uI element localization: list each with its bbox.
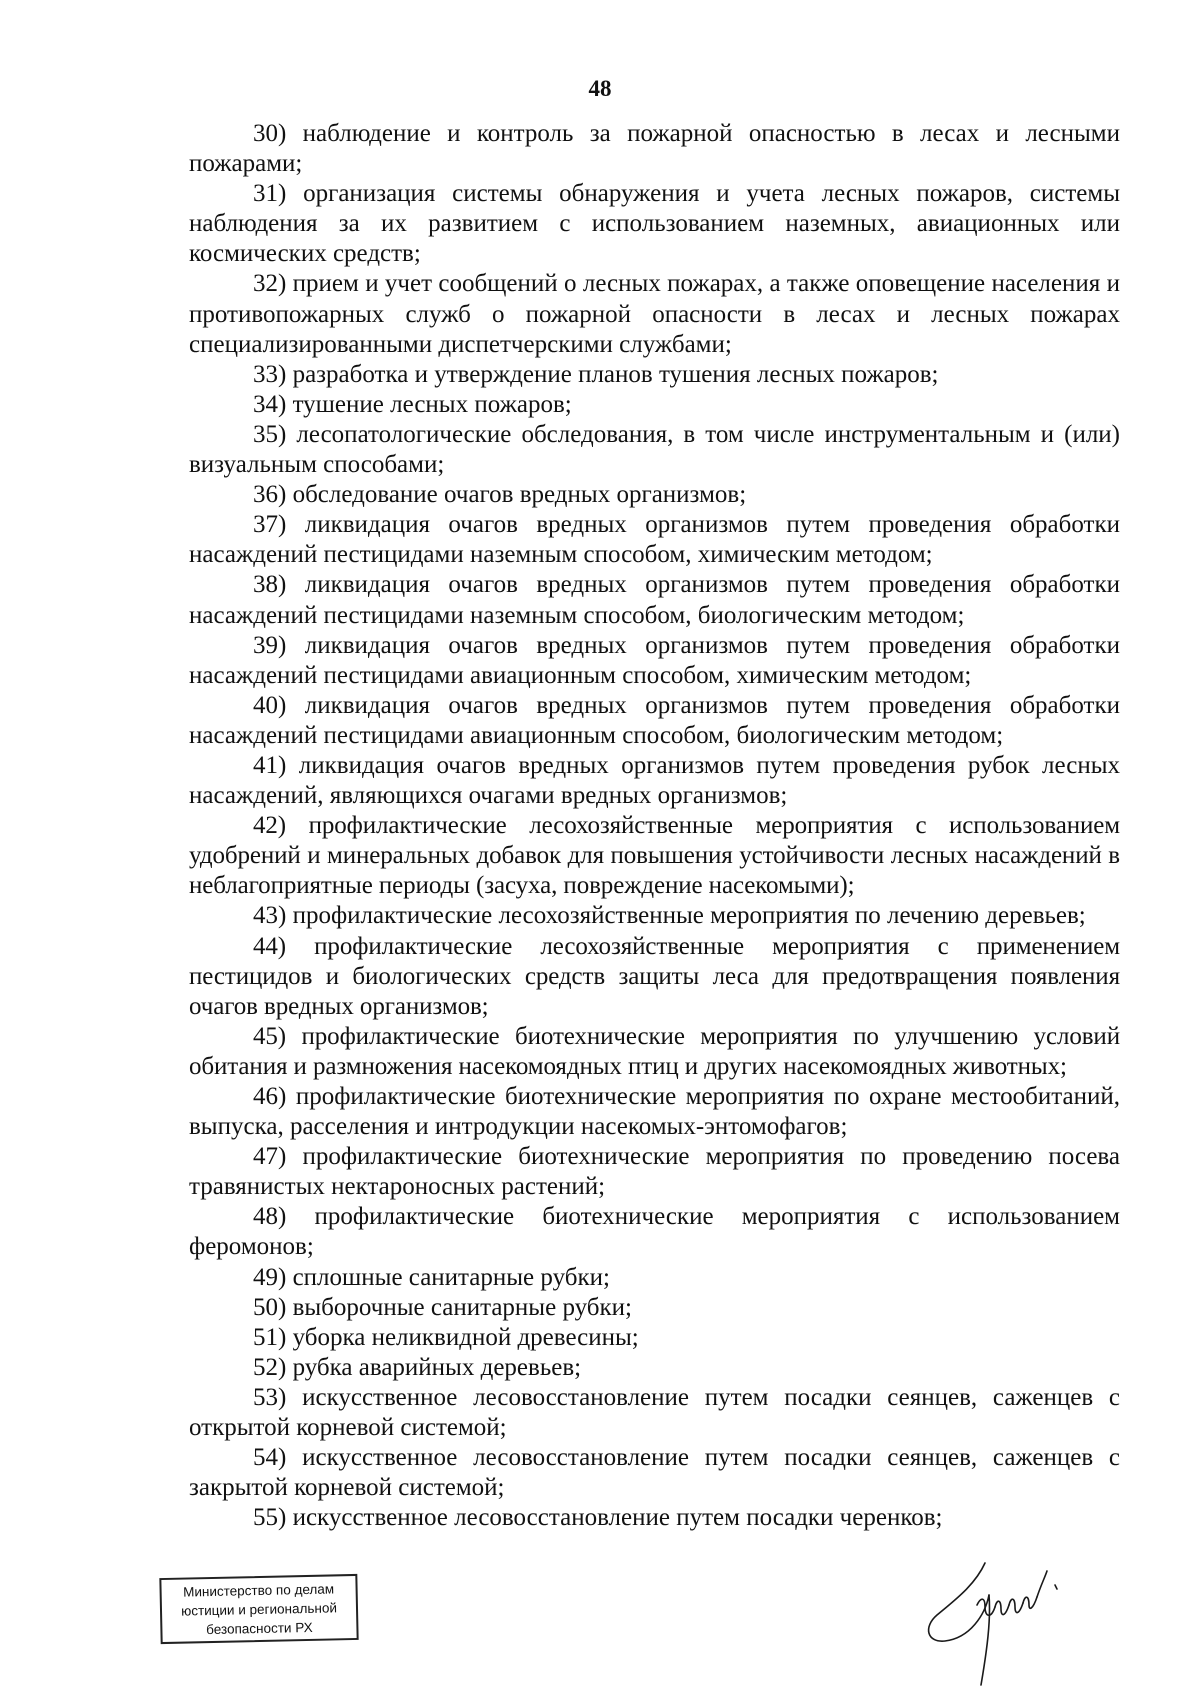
stamp-line: безопасности РХ: [206, 1619, 313, 1638]
page-number: 48: [588, 76, 612, 101]
list-item: 33) разработка и утверждение планов тушения лесных пожаров;: [253, 360, 939, 388]
stamp-line: Министерство по делам: [182, 1581, 335, 1600]
list-item: 47) профилактические биотехнические мероприятия по проведению посева травянистых нектароносных растений;: [189, 1143, 1120, 1201]
list-item: 31) организация системы обнаружения и учета лесных пожаров, системы наблюдения за их развитием с использованием наземных, авиационных или космических средств;: [189, 180, 1120, 268]
list-item: 49) сплошные санитарные рубки;: [253, 1263, 610, 1291]
list-item: 55) искусственное лесовосстановление путем посадки черенков;: [253, 1504, 943, 1532]
list-item: 36) обследование очагов вредных организмов;: [253, 481, 747, 509]
list-item: 51) уборка неликвидной древесины;: [253, 1323, 639, 1351]
list-item: 43) профилактические лесохозяйственные мероприятия по лечению деревьев;: [253, 902, 1086, 930]
list-item: 32) прием и учет сообщений о лесных пожарах, а также оповещение населения и противопожарных служб о пожарной опасности в лесах и лесных пожарах специализированными диспетчерскими службами;: [189, 270, 1120, 358]
list-item: 44) профилактические лесохозяйственные мероприятия с применением пестицидов и биологических средств защиты леса для предотвращения появления очагов вредных организмов;: [189, 932, 1120, 1020]
list-item: 34) тушение лесных пожаров;: [253, 390, 572, 418]
handwritten-signature: [915, 1545, 1095, 1695]
list-item: 39) ликвидация очагов вредных организмов путем проведения обработки насаждений пестицидами авиационным способом, химическим методом;: [189, 631, 1120, 689]
list-item: 54) искусственное лесовосстановление путем посадки сеянцев, саженцев с закрытой корневой системой;: [189, 1444, 1120, 1502]
list-item: 30) наблюдение и контроль за пожарной опасностью в лесах и лесными пожарами;: [189, 120, 1120, 178]
stamp-line: юстиции и региональной: [180, 1600, 338, 1619]
list-item: 41) ликвидация очагов вредных организмов путем проведения рубок лесных насаждений, являющихся очагами вредных организмов;: [189, 751, 1120, 810]
list-item: 37) ликвидация очагов вредных организмов путем проведения обработки насаждений пестицидами наземным способом, химическим методом;: [189, 511, 1120, 569]
registration-stamp: [159, 1574, 358, 1644]
list-item: 50) выборочные санитарные рубки;: [253, 1293, 632, 1321]
list-item: 52) рубка аварийных деревьев;: [253, 1353, 582, 1381]
list-item: 53) искусственное лесовосстановление путем посадки сеянцев, саженцев с открытой корневой системой;: [189, 1383, 1120, 1442]
item-list: [189, 119, 1120, 1533]
list-item: 40) ликвидация очагов вредных организмов путем проведения обработки насаждений пестицидами авиационным способом, биологическим методом;: [189, 691, 1120, 749]
list-item: 48) профилактические биотехнические мероприятия с использованием феромонов;: [189, 1203, 1120, 1261]
list-item: 46) профилактические биотехнические мероприятия по охране местообитаний, выпуска, расселения и интродукции насекомых-энтомофагов;: [189, 1083, 1120, 1141]
list-item: 35) лесопатологические обследования, в том числе инструментальным и (или) визуальным способами;: [189, 420, 1120, 479]
list-item: 42) профилактические лесохозяйственные мероприятия с использованием удобрений и минеральных добавок для повышения устойчивости лесных насаждений в неблагоприятные периоды (засуха, повреждение насекомыми);: [189, 812, 1120, 900]
list-item: 38) ликвидация очагов вредных организмов путем проведения обработки насаждений пестицидами наземным способом, биологическим методом;: [189, 571, 1120, 629]
list-item: 45) профилактические биотехнические мероприятия по улучшению условий обитания и размножения насекомоядных птиц и других насекомоядных животных;: [189, 1022, 1120, 1080]
